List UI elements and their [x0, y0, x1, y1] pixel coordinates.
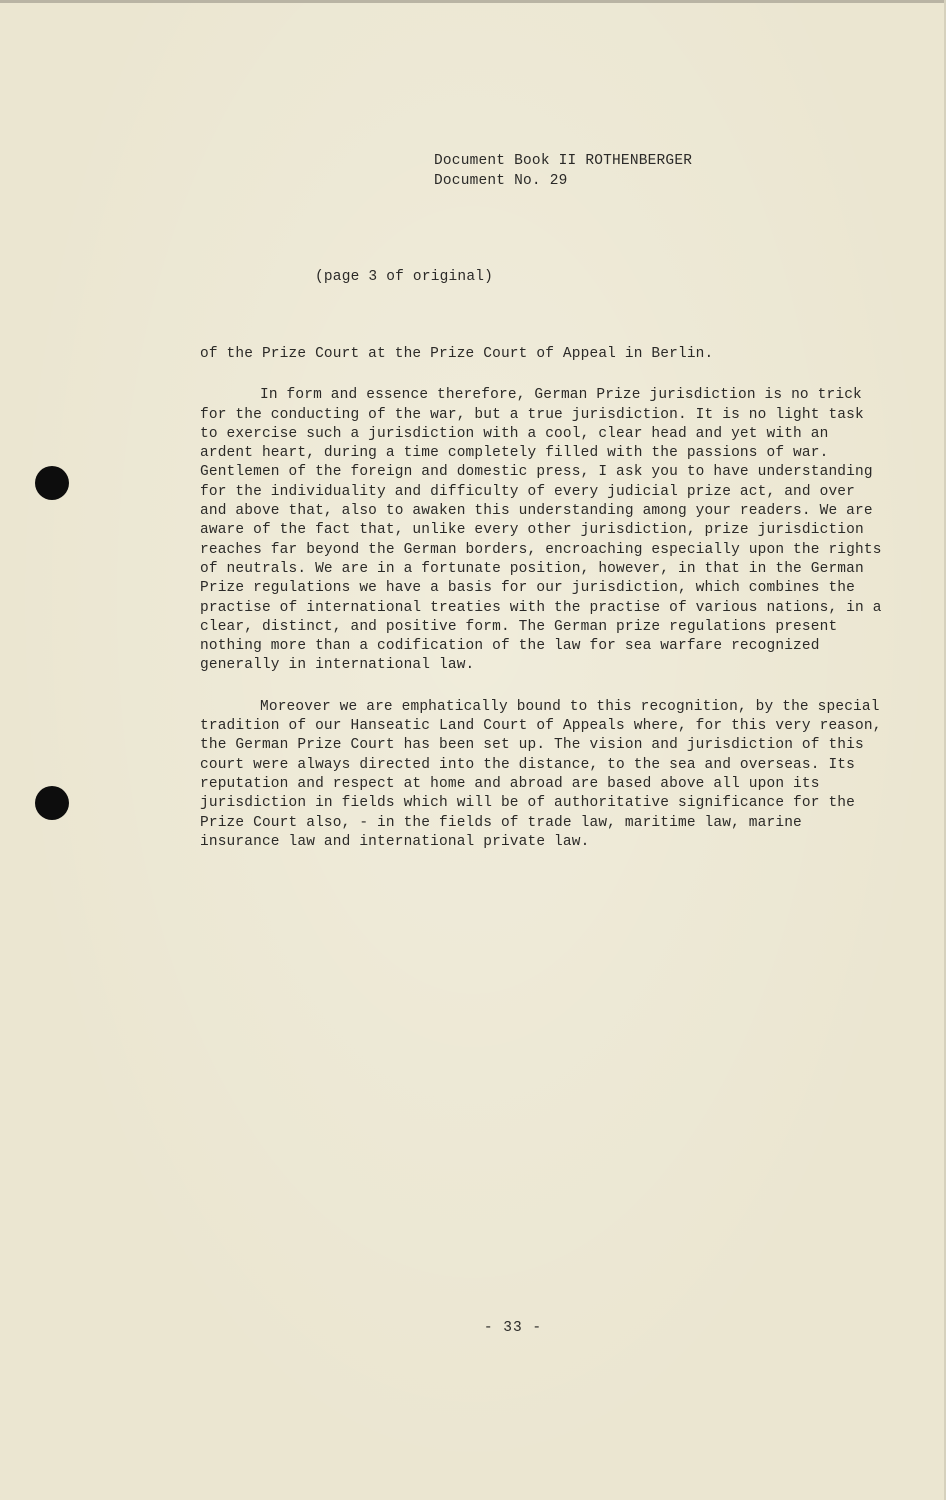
page-top-edge [0, 0, 946, 3]
opening-fragment: of the Prize Court at the Prize Court of Appeal in Berlin. [200, 346, 714, 362]
document-number-line: Document No. 29 [434, 173, 568, 189]
page-label: (page 3 of original) [315, 269, 494, 285]
page-number: - 33 - [483, 1320, 543, 1336]
paragraph-prize-jurisdiction: In form and essence therefore, German Prize jurisdiction is no trick for the conducting of the war, but a true jurisdiction. It is no light task to exercise such a jurisdiction with a cool, clear head and yet with an ardent heart, during a time completely filled with the passions of war. Gentlemen of the foreign and domestic press, I ask you to have understanding for the individuality and difficulty of every judicial prize act, and over and above that, also to awaken this understanding among your readers. We are aware of the fact that, unlike every other jurisdiction, prize jurisdiction reaches far beyond the German borders, encroaching especially upon the rights of neutrals. We are in a fortunate position, however, in that in the German Prize regulations we have a basis for our jurisdiction, which combines the practise of international treaties with the practise of various nations, in a clear, distinct, and positive form. The German prize regulations present nothing more than a codification of the law for sea warfare recognized generally in international law. [200, 387, 882, 674]
paragraph-hanseatic-tradition: Moreover we are emphatically bound to this recognition, by the special tradition of our Hanseatic Land Court of Appeals where, for this very reason, the German Prize Court has been set up. The vision and jurisdiction of this court were always directed into the distance, to the sea and overseas. Its reputation and respect at home and abroad are based above all upon its jurisdiction in fields which will be of authoritative significance for the Prize Court also, - in the fields of trade law, maritime law, marine insurance law and international private law. [200, 698, 882, 850]
punch-hole-lower [35, 786, 69, 820]
document-body [200, 345, 890, 852]
document-book-line: Document Book II ROTHENBERGER [434, 153, 693, 169]
punch-hole-upper [35, 466, 69, 500]
